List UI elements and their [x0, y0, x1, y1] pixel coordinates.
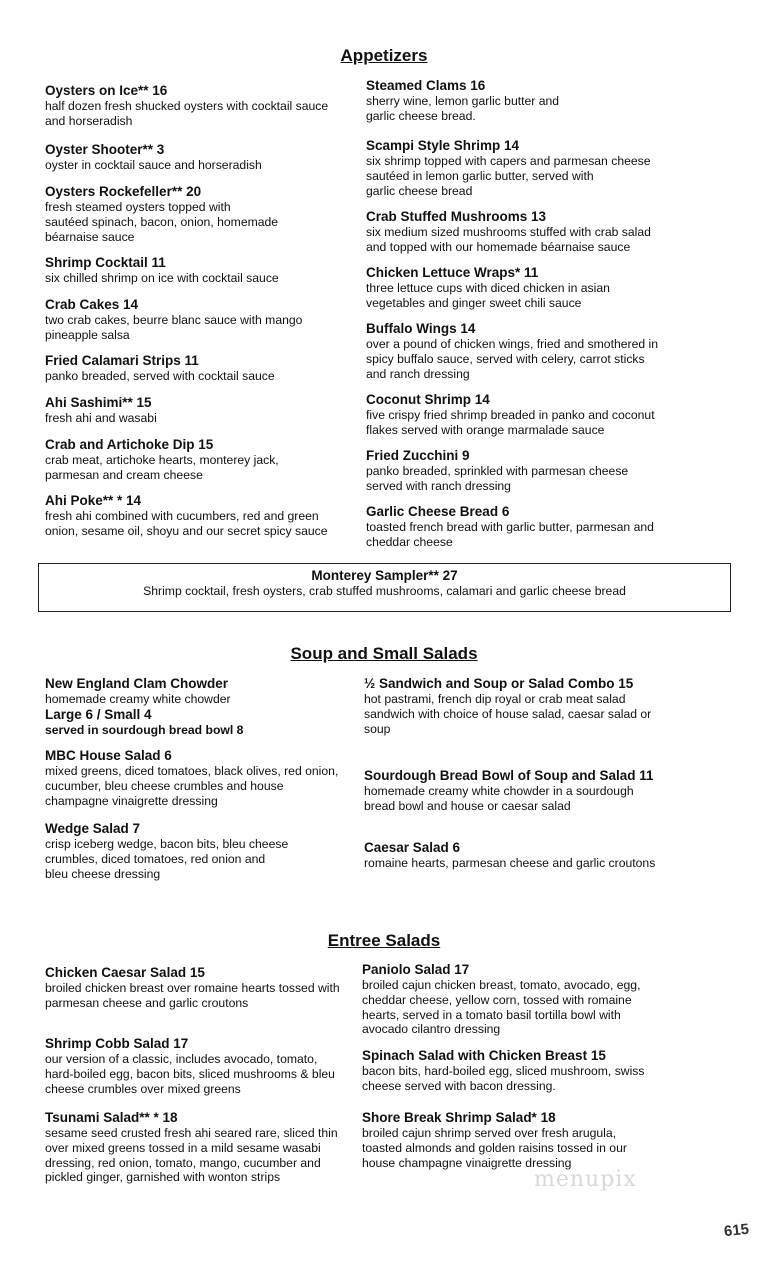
- watermark: menupix: [534, 1167, 637, 1192]
- menu-item: [45, 353, 375, 384]
- item-desc: sesame seed crusted fresh ahi seared rare, sliced thin over mixed greens tossed in a mild sesame wasabi dressing, red onion, tomato, mango, cucumber and pickled ginger, garnished with wonton strips: [45, 1126, 338, 1185]
- menu-item: [366, 448, 696, 494]
- item-desc: six shrimp topped with capers and parmesan cheese sautéed in lemon garlic butter, served with garlic cheese bread: [366, 154, 651, 198]
- item-name: Oyster Shooter** 3: [45, 142, 165, 157]
- item-name: Coconut Shrimp 14: [366, 392, 490, 407]
- item-name: Buffalo Wings 14: [366, 321, 476, 336]
- item-desc: broiled cajun shrimp served over fresh arugula, toasted almonds and golden raisins tossed in our house champagne vinaigrette dressing: [362, 1126, 627, 1170]
- item-desc: broiled cajun chicken breast, tomato, avocado, egg, cheddar cheese, yellow corn, tossed with romaine hearts, served in a tomato basil tortilla bowl with avocado cilantro dressing: [362, 978, 641, 1037]
- section-title-soups: Soup and Small Salads: [290, 644, 478, 663]
- menu-item: [366, 265, 696, 311]
- menu-item: [364, 840, 704, 871]
- item-desc: fresh steamed oysters topped with sautéed spinach, bacon, onion, homemade béarnaise sauce: [45, 200, 279, 244]
- item-bread-bowl: served in sourdough bread bowl 8: [45, 722, 244, 737]
- item-name: Steamed Clams 16: [366, 78, 486, 93]
- menu-item: [366, 392, 696, 438]
- item-name: Scampi Style Shrimp 14: [366, 138, 520, 153]
- menu-item: [45, 83, 375, 129]
- menu-item: [45, 395, 375, 426]
- menu-item: [45, 297, 375, 343]
- item-desc: hot pastrami, french dip royal or crab meat salad sandwich with choice of house salad, caesar salad or soup: [364, 692, 652, 736]
- item-desc: panko breaded, served with cocktail sauce: [45, 369, 275, 383]
- item-desc: half dozen fresh shucked oysters with cocktail sauce and horseradish: [45, 99, 329, 128]
- menu-item: [364, 768, 704, 814]
- item-name: Sourdough Bread Bowl of Soup and Salad 11: [364, 768, 654, 783]
- sampler-name: Monterey Sampler** 27: [311, 568, 458, 583]
- item-name: New England Clam Chowder: [45, 676, 229, 691]
- item-name: Ahi Poke** * 14: [45, 493, 142, 508]
- item-desc: over a pound of chicken wings, fried and smothered in spicy buffalo sauce, served with celery, carrot sticks and ranch dressing: [366, 337, 658, 381]
- menu-item: [366, 504, 696, 550]
- menu-item: [45, 1036, 365, 1096]
- item-name: Shrimp Cobb Salad 17: [45, 1036, 189, 1051]
- item-name: Chicken Caesar Salad 15: [45, 965, 205, 980]
- section-title-appetizers: Appetizers: [340, 46, 428, 65]
- item-desc: crab meat, artichoke hearts, monterey jack, parmesan and cream cheese: [45, 453, 279, 482]
- menu-item: [45, 493, 375, 539]
- item-name: Wedge Salad 7: [45, 821, 141, 836]
- item-name: Chicken Lettuce Wraps* 11: [366, 265, 539, 280]
- item-name: Spinach Salad with Chicken Breast 15: [362, 1048, 606, 1063]
- item-name: Oysters Rockefeller** 20: [45, 184, 202, 199]
- item-desc: two crab cakes, beurre blanc sauce with mango pineapple salsa: [45, 313, 303, 342]
- item-size-price: Large 6 / Small 4: [45, 706, 152, 722]
- item-desc: six chilled shrimp on ice with cocktail sauce: [45, 271, 279, 285]
- item-desc: toasted french bread with garlic butter, parmesan and cheddar cheese: [366, 520, 654, 549]
- item-desc: mixed greens, diced tomatoes, black olives, red onion, cucumber, bleu cheese crumbles and house champagne vinaigrette dressing: [45, 764, 339, 808]
- menu-item: [45, 184, 375, 244]
- item-desc: fresh ahi and wasabi: [45, 411, 157, 425]
- menu-item: [45, 255, 375, 286]
- menu-item: [45, 1110, 365, 1185]
- menu-item: [45, 965, 365, 1011]
- sampler-desc: Shrimp cocktail, fresh oysters, crab stuffed mushrooms, calamari and garlic cheese bread: [143, 584, 626, 598]
- item-name: Caesar Salad 6: [364, 840, 461, 855]
- menu-item: [45, 142, 375, 173]
- item-name: Crab Cakes 14: [45, 297, 139, 312]
- menu-item: [362, 1110, 692, 1170]
- menu-item: [364, 676, 704, 736]
- item-desc: bacon bits, hard-boiled egg, sliced mushroom, swiss cheese served with bacon dressing.: [362, 1064, 645, 1093]
- page-number: 615: [723, 1220, 750, 1241]
- item-desc: three lettuce cups with diced chicken in asian vegetables and ginger sweet chili sauce: [366, 281, 610, 310]
- item-desc: homemade creamy white chowder: [45, 692, 231, 706]
- item-desc: crisp iceberg wedge, bacon bits, bleu cheese crumbles, diced tomatoes, red onion and bleu cheese dressing: [45, 837, 289, 881]
- menu-item: [45, 676, 375, 738]
- menu-item: [45, 821, 375, 881]
- item-desc: sherry wine, lemon garlic butter and garlic cheese bread.: [366, 94, 560, 123]
- menu-item: [366, 138, 696, 198]
- menu-item: [45, 748, 375, 808]
- menu-item: [366, 321, 696, 381]
- item-desc: panko breaded, sprinkled with parmesan cheese served with ranch dressing: [366, 464, 629, 493]
- menu-item: [362, 962, 692, 1037]
- item-name: Crab Stuffed Mushrooms 13: [366, 209, 547, 224]
- item-desc: oyster in cocktail sauce and horseradish: [45, 158, 262, 172]
- item-name: Crab and Artichoke Dip 15: [45, 437, 214, 452]
- item-desc: romaine hearts, parmesan cheese and garlic croutons: [364, 856, 656, 870]
- item-name: Fried Calamari Strips 11: [45, 353, 199, 368]
- item-desc: fresh ahi combined with cucumbers, red and green onion, sesame oil, shoyu and our secret spicy sauce: [45, 509, 328, 538]
- item-desc: five crispy fried shrimp breaded in panko and coconut flakes served with orange marmalade sauce: [366, 408, 655, 437]
- item-name: Shrimp Cocktail 11: [45, 255, 166, 270]
- section-title-entrees: Entree Salads: [327, 931, 441, 950]
- item-desc: our version of a classic, includes avocado, tomato, hard-boiled egg, bacon bits, sliced mushrooms & bleu cheese crumbles over mixed greens: [45, 1052, 335, 1096]
- item-desc: broiled chicken breast over romaine hearts tossed with parmesan cheese and garlic croutons: [45, 981, 340, 1010]
- menu-item: [362, 1048, 692, 1094]
- item-desc: six medium sized mushrooms stuffed with crab salad and topped with our homemade béarnaise sauce: [366, 225, 651, 254]
- item-name: MBC House Salad 6: [45, 748, 172, 763]
- item-name: Tsunami Salad** * 18: [45, 1110, 178, 1125]
- item-name: Oysters on Ice** 16: [45, 83, 168, 98]
- sampler-box: [38, 563, 731, 612]
- menu-item: [366, 78, 696, 124]
- item-name: ½ Sandwich and Soup or Salad Combo 15: [364, 676, 634, 691]
- menu-item: [45, 437, 375, 483]
- item-name: Shore Break Shrimp Salad* 18: [362, 1110, 556, 1125]
- menu-item: [366, 209, 696, 255]
- item-desc: homemade creamy white chowder in a sourdough bread bowl and house or caesar salad: [364, 784, 634, 813]
- item-name: Garlic Cheese Bread 6: [366, 504, 510, 519]
- item-name: Fried Zucchini 9: [366, 448, 470, 463]
- item-name: Paniolo Salad 17: [362, 962, 470, 977]
- item-name: Ahi Sashimi** 15: [45, 395, 152, 410]
